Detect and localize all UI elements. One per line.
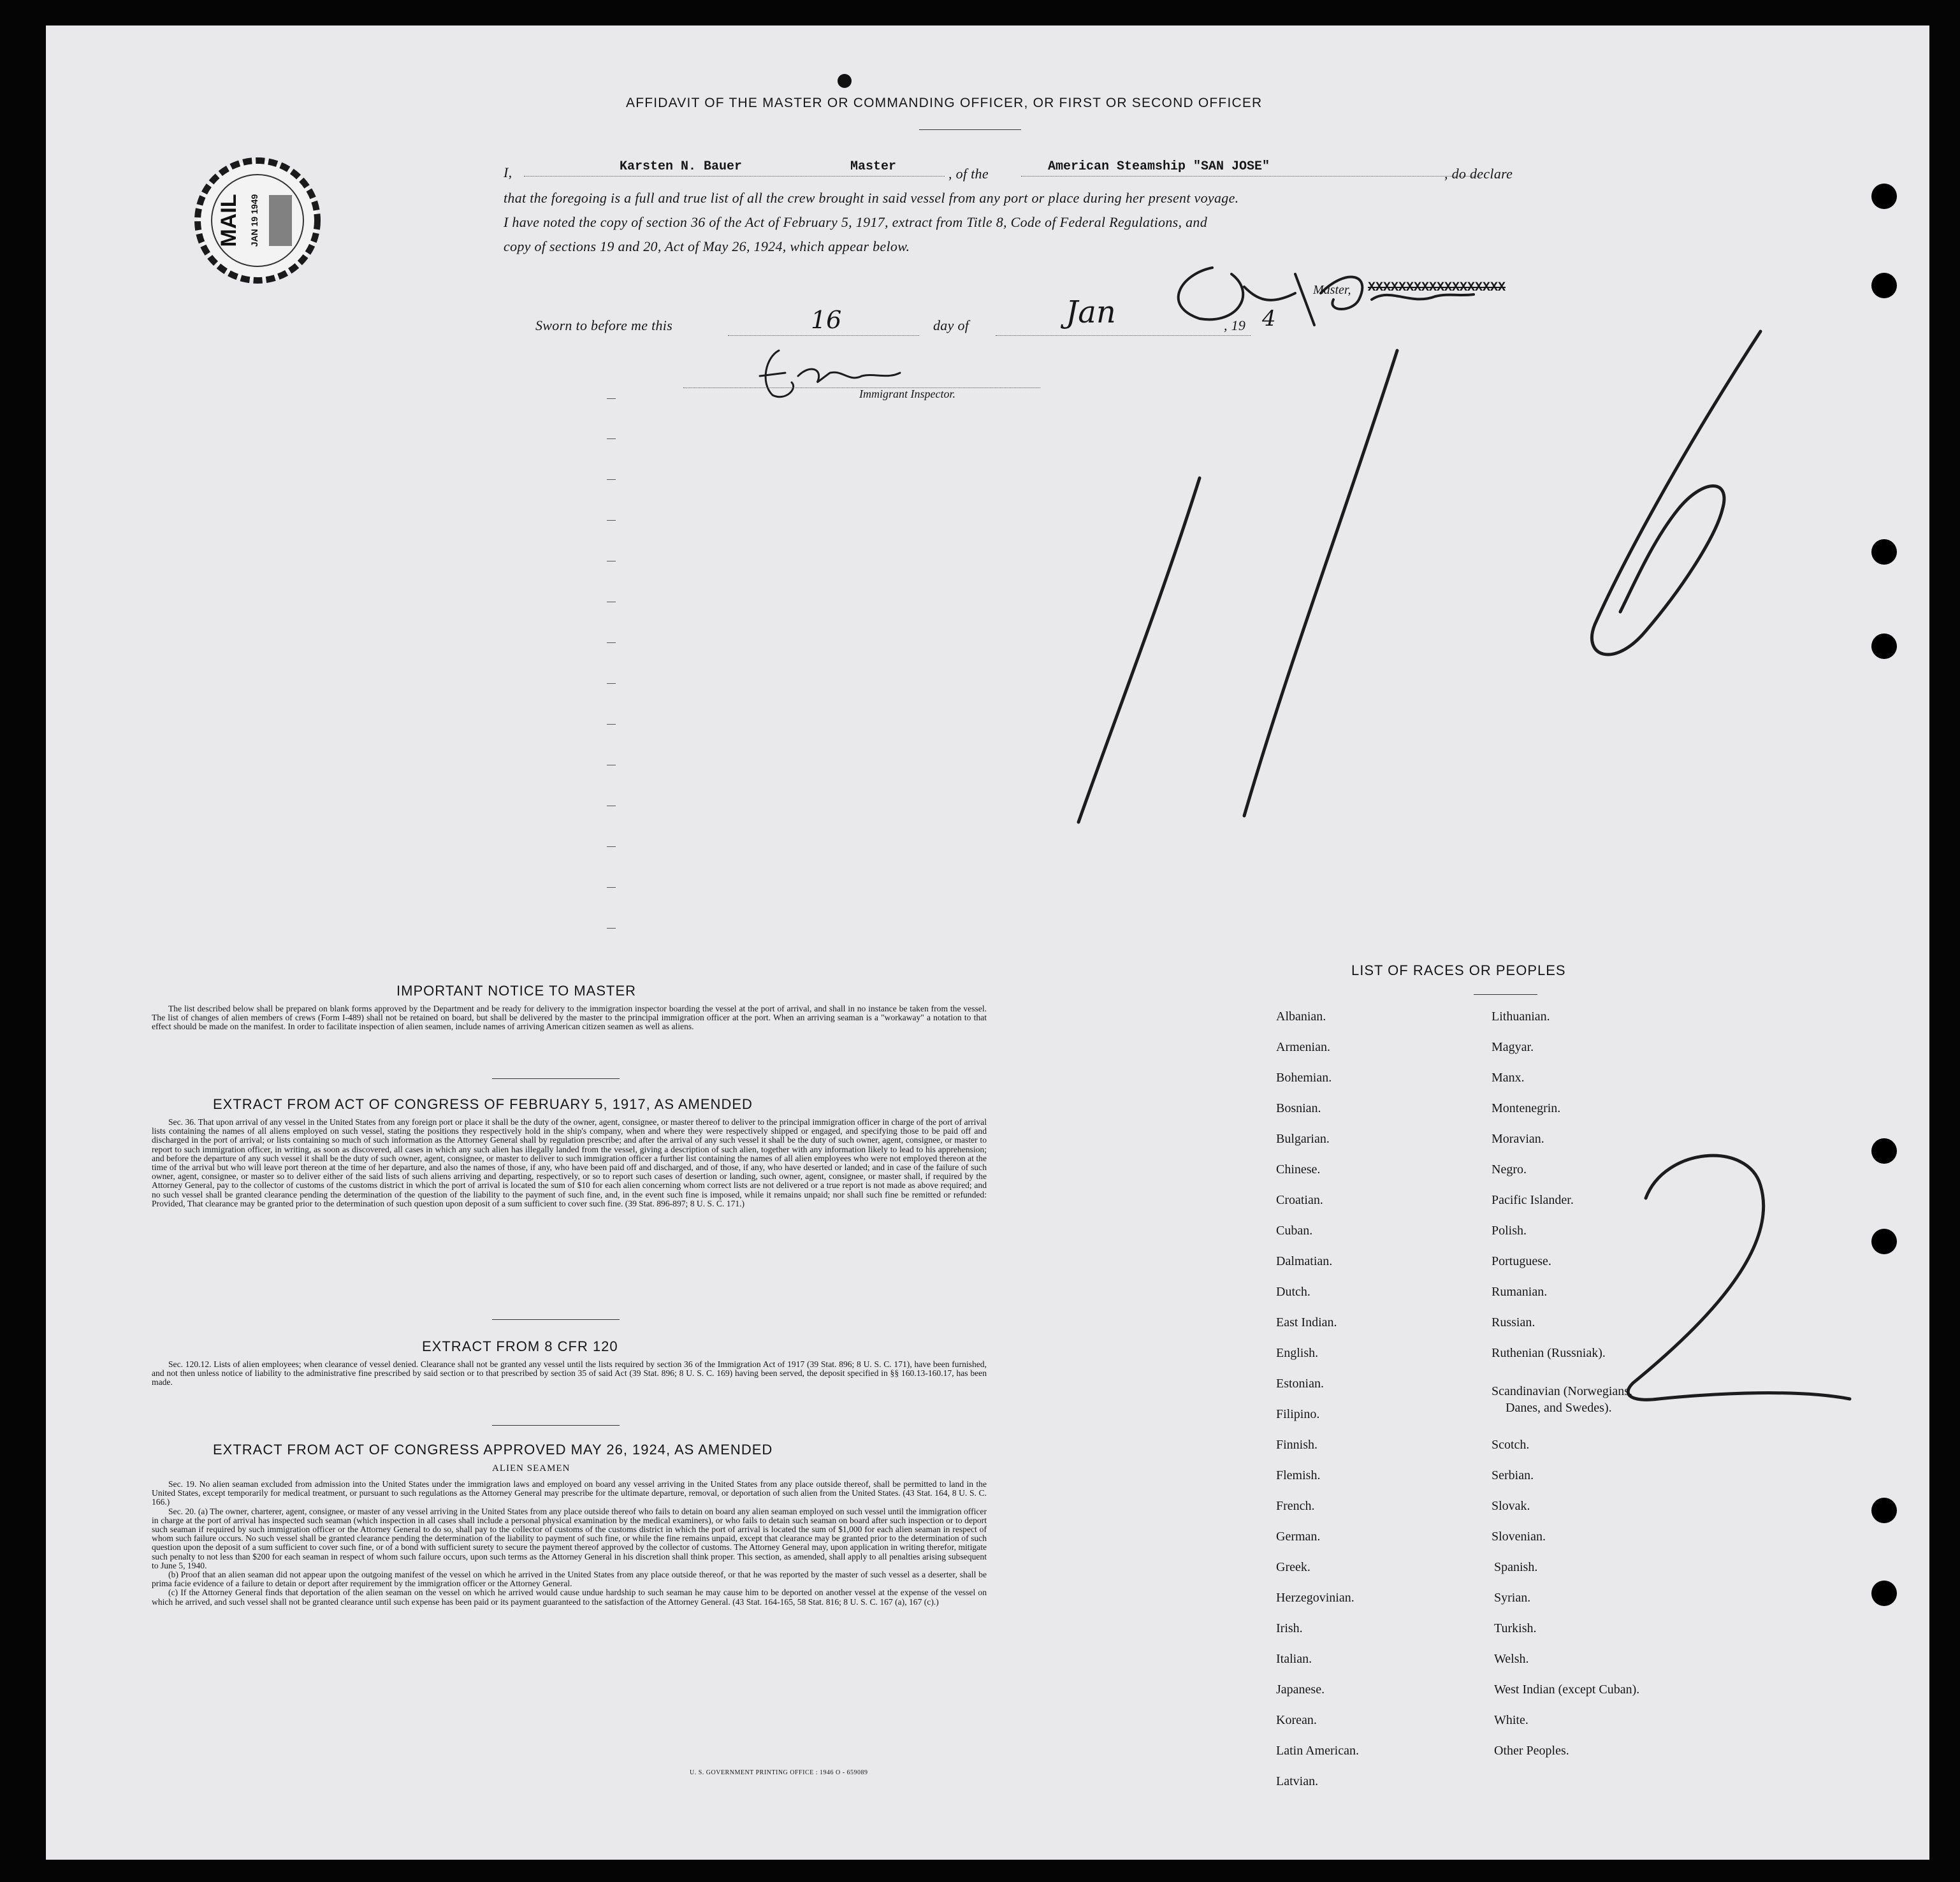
master-rank: Master <box>850 159 897 174</box>
race-item: Bohemian. <box>1276 1071 1332 1085</box>
race-item: French. <box>1276 1499 1315 1513</box>
binder-hole <box>1871 273 1897 298</box>
race-item: Welsh. <box>1494 1652 1529 1666</box>
master-label: Master, <box>1313 283 1351 297</box>
extract-cfr-text: Sec. 120.12. Lists of alien employees; when clearance of vessel denied. Clearance shall not be granted any vessel until the lists required by section 36 of the Immigration Act of 1917 (39 Stat. 896; 8 U. S. C. 171), have been furnished, and not then unless notice of liability to the administrative fine prescribed by said section or to that prescribed by section 35 of said Act (39 Stat. 896; 8 U. S. C. 169) having been served, the deposit specified in §§ 160.13-160.17, has been made. <box>152 1359 987 1387</box>
race-item: Bulgarian. <box>1276 1132 1330 1146</box>
divider <box>492 1425 620 1426</box>
race-item: Spanish. <box>1494 1560 1538 1574</box>
race-item: Ruthenian (Russniak). <box>1492 1346 1606 1360</box>
section-20a: Sec. 20. (a) The owner, charterer, agent, consignee, or master of any vessel arriving in the United States from any place outside thereof who fails to detain on board any alien seaman employed on such vessel until the immigration officer in charge at the port of arrival has inspected such seaman (which inspection in all cases shall include a personal physical examination by the medical examiners), or who fails to detain such seaman on board after such inspection or to deport such seaman if required by such immigration officer or the Attorney General to do so, shall pay to the collector of customs of the customs district in which the port of arrival is located the sum of $1,000 for each alien seaman in respect of whom such failure occurs. No such vessel shall be granted clearance pending the determination of the liability to payment of such fine, or while the fine remains unpaid, except that clearance may be granted prior to the determination of such question upon the deposit of a sum sufficient to cover such fine, or of a bond with sufficient surety to secure the payment thereof approved by the collector of customs. The Attorney General may, upon application in writing therefor, mitigate such penalty to not less than $200 for each seaman in respect of whom such failure occurs, upon such terms as the Attorney General in his discretion shall think proper. This section, as amended, shall apply to all penalties arising subsequent to June 5, 1940. <box>152 1506 987 1570</box>
guide-mark <box>607 928 616 929</box>
affidavit-title: AFFIDAVIT OF THE MASTER OR COMMANDING OFFICER, OR FIRST OR SECOND OFFICER <box>626 96 1263 110</box>
guide-mark <box>607 438 616 439</box>
handwritten-fraction <box>989 268 1805 841</box>
race-item: Japanese. <box>1276 1683 1325 1697</box>
declaration-line-3: I have noted the copy of section 36 of the Act of February 5, 1917, extract from Title 8, Code of Federal Regulations, and <box>504 214 1208 230</box>
day-handwritten: 16 <box>811 306 842 334</box>
day-line <box>728 335 919 336</box>
race-item: Cuban. <box>1276 1224 1313 1238</box>
race-item: Danes, and Swedes). <box>1506 1401 1612 1415</box>
race-item: Bosnian. <box>1276 1101 1321 1115</box>
month-handwritten: Jan <box>1066 294 1116 330</box>
race-item: Irish. <box>1276 1621 1303 1635</box>
extract-1924-title: EXTRACT FROM ACT OF CONGRESS APPROVED MAY 26, 1924, AS AMENDED <box>213 1442 773 1458</box>
day-of-text: day of <box>933 317 969 333</box>
race-item: Estonian. <box>1276 1377 1324 1391</box>
race-item: Flemish. <box>1276 1468 1321 1482</box>
race-item: Dalmatian. <box>1276 1254 1333 1268</box>
extract-1924-subtitle: ALIEN SEAMEN <box>492 1463 570 1473</box>
guide-mark <box>607 724 616 725</box>
master-name: Karsten N. Bauer <box>620 159 743 174</box>
race-item: German. <box>1276 1530 1321 1544</box>
race-item: Syrian. <box>1494 1591 1531 1605</box>
race-item: East Indian. <box>1276 1315 1337 1329</box>
binder-hole <box>1871 539 1897 565</box>
race-item: Russian. <box>1492 1315 1535 1329</box>
document-page <box>46 25 1929 1860</box>
race-item: English. <box>1276 1346 1319 1360</box>
section-19: Sec. 19. No alien seaman excluded from admission into the United States under the immigration laws and employed on board any vessel arriving in the United States from any place outside thereof, shall be permitted to land in the United States, except temporarily for medical treatment, or pursuant to such regulations as the Attorney General may prescribe for the ultimate departure, removal, or deportation of such alien from the United States. (43 Stat. 164, 8 U. S. C. 166.) <box>152 1479 987 1507</box>
race-item: White. <box>1494 1713 1528 1727</box>
year-prefix: , 19 <box>1224 317 1246 333</box>
section-20c: (c) If the Attorney General finds that deportation of the alien seaman on the vessel on which he arrived would cause undue hardship to such seaman he may cause him to be deported on another vessel at the expense of the vessel on which he arrived, and such vessel shall not be granted clearance until such expense has been paid or its payment guaranteed to the satisfaction of the Attorney General. (43 Stat. 164-165, 58 Stat. 816; 8 U. S. C. 167 (a), 167 (c).) <box>152 1588 987 1607</box>
race-item: Pacific Islander. <box>1492 1193 1574 1207</box>
declaration-intro: I, <box>504 164 512 180</box>
stamp-word: MAIL <box>217 194 241 247</box>
printer-line: U. S. GOVERNMENT PRINTING OFFICE : 1946 O - 659089 <box>690 1769 868 1776</box>
vessel-line <box>1021 176 1480 177</box>
race-item: Magyar. <box>1492 1040 1534 1054</box>
divider <box>492 1319 620 1320</box>
guide-mark <box>607 887 616 888</box>
section-20b: (b) Proof that an alien seaman did not appear upon the outgoing manifest of the vessel on which he arrived in the United States from any place outside thereof, or that he was reported by the master of such vessel as a deserter, shall be prima facie evidence of a failure to detain or deport after requirement by the immigration officer or the Attorney General. <box>152 1570 987 1589</box>
race-item: Greek. <box>1276 1560 1310 1574</box>
race-item: Slovak. <box>1492 1499 1530 1513</box>
title-rule <box>919 129 1021 130</box>
extract-cfr-title: EXTRACT FROM 8 CFR 120 <box>422 1338 618 1354</box>
extract-1917-text: Sec. 36. That upon arrival of any vessel in the United States from any foreign port or place it shall be the duty of the owner, agent, consignee, or master thereof to deliver to the principal immigration officer in charge of the port of arrival lists containing the names of all aliens employed on such vessel, stating the positions they respectively hold in the ship's company, when and where they were respectively shipped or engaged, and specifying those to be paid off and discharged in the port of arrival; or lists containing so much of such information as the Attorney General shall by regulation prescribe; and after the arrival of any such vessel it shall be the duty of such owner, agent, consignee, or master to report to such immigration officer, in writing, as soon as discovered, all cases in which any such alien has illegally landed from the vessel, giving a description of such alien, together with any information likely to lead to his apprehension; and before the departure of any such vessel it shall be the duty of such owner, agent, consignee, or master to deliver to such immigration officer a further list containing the names of all alien employees who were not employed thereon at the time of the arrival but who will leave port thereon at the time of her departure, and also the names of those, if any, who have been paid off and discharged, and of those, if any, who have deserted or landed; and in case of the failure of such owner, agent, consignee, or master so to deliver either of the said lists of such aliens arriving and departing, respectively, or so to report such cases of desertion or landing, such owner, agent, consignee, or master shall, if required by the Attorney General, pay to the collector of customs of the customs district in which the port of arrival is located the sum of $10 for each alien concerning whom correct lists are not delivered or a true report is not made as above required; and no such vessel shall be granted clearance pending the determination of the question of the liability to the payment of such fine, and, in the event such fine is imposed, while it remains unpaid; nor shall such fine be remitted or refunded: Provided, That clearance may be granted prior to the determination of such question upon deposit of a sum sufficient to cover such fine. (39 Stat. 896-897; 8 U. S. C. 171.) <box>152 1117 987 1208</box>
race-item: Rumanian. <box>1492 1285 1548 1299</box>
race-item: Montenegrin. <box>1492 1101 1561 1115</box>
inspector-label: Immigrant Inspector. <box>859 387 955 400</box>
race-item: Polish. <box>1492 1224 1527 1238</box>
divider <box>492 1078 620 1079</box>
race-item: Other Peoples. <box>1494 1744 1569 1758</box>
race-item: Scandinavian (Norwegians, <box>1492 1384 1633 1398</box>
race-item: Latvian. <box>1276 1774 1319 1788</box>
race-item: Serbian. <box>1492 1468 1534 1482</box>
guide-mark <box>607 479 616 480</box>
binder-hole <box>1871 184 1897 209</box>
race-item: Latin American. <box>1276 1744 1359 1758</box>
race-item: Moravian. <box>1492 1132 1544 1146</box>
declaration-line-2: that the foregoing is a full and true list of all the crew brought in said vessel from any port or place during her present voyage. <box>504 190 1239 206</box>
extract-1917-title: EXTRACT FROM ACT OF CONGRESS OF FEBRUARY 5, 1917, AS AMENDED <box>213 1096 753 1112</box>
guide-mark <box>607 520 616 521</box>
of-the-text: , of the <box>948 166 989 182</box>
race-item: Negro. <box>1492 1162 1527 1176</box>
race-item: Dutch. <box>1276 1285 1310 1299</box>
punch-mark <box>838 74 852 88</box>
notice-text: The list described below shall be prepared on blank forms approved by the Department and be ready for delivery to the immigration inspector boarding the vessel at the port of arrival, and shall in no instance be taken from the vessel. The list of changes of alien members of crews (Form I-489) shall not be retained on board, but shall be delivered by the master to the principal immigration officer at the port. When an arriving seaman is a "workaway" a notation to that effect should be made on the manifest. In order to facilitate inspection of alien seamen, include names of arriving American citizen seamen as well as aliens. <box>152 1004 987 1032</box>
race-item: Portuguese. <box>1492 1254 1551 1268</box>
race-item: Chinese. <box>1276 1162 1321 1176</box>
binder-hole <box>1871 1138 1897 1164</box>
name-line <box>524 176 945 177</box>
race-item: Turkish. <box>1494 1621 1537 1635</box>
struck-title: XXXXXXXXXXXXXXXXXX <box>1368 280 1506 295</box>
year-handwritten: 4 <box>1262 306 1276 331</box>
binder-hole <box>1871 1581 1897 1606</box>
race-item: Slovenian. <box>1492 1530 1546 1544</box>
binder-hole <box>1871 633 1897 659</box>
race-item: Scotch. <box>1492 1438 1530 1452</box>
race-item: Albanian. <box>1276 1010 1326 1024</box>
postmark-stamp <box>194 157 321 284</box>
guide-mark <box>607 683 616 684</box>
race-item: Lithuanian. <box>1492 1010 1550 1024</box>
races-title: LIST OF RACES OR PEOPLES <box>1351 962 1566 978</box>
declaration-line-4: copy of sections 19 and 20, Act of May 26, 1924, which appear below. <box>504 238 910 254</box>
notice-title: IMPORTANT NOTICE TO MASTER <box>396 983 637 999</box>
guide-mark <box>607 642 616 643</box>
race-item: Korean. <box>1276 1713 1317 1727</box>
guide-mark <box>607 846 616 847</box>
race-item: Finnish. <box>1276 1438 1318 1452</box>
sworn-text: Sworn to before me this <box>535 317 673 333</box>
vessel-name: American Steamship "SAN JOSE" <box>1048 159 1270 174</box>
stamp-date: JAN 19 1949 <box>249 194 259 247</box>
race-item: Croatian. <box>1276 1193 1323 1207</box>
race-item: Filipino. <box>1276 1407 1320 1421</box>
binder-hole <box>1871 1498 1897 1523</box>
extract-1924-text <box>152 1480 987 1607</box>
race-item: Herzegovinian. <box>1276 1591 1354 1605</box>
race-item: Armenian. <box>1276 1040 1330 1054</box>
race-item: Manx. <box>1492 1071 1525 1085</box>
binder-hole <box>1871 1229 1897 1254</box>
guide-mark <box>607 398 616 399</box>
do-declare-text: , do declare <box>1444 166 1513 182</box>
races-rule <box>1474 994 1537 995</box>
race-item: West Indian (except Cuban). <box>1494 1683 1640 1697</box>
race-item: Italian. <box>1276 1652 1312 1666</box>
